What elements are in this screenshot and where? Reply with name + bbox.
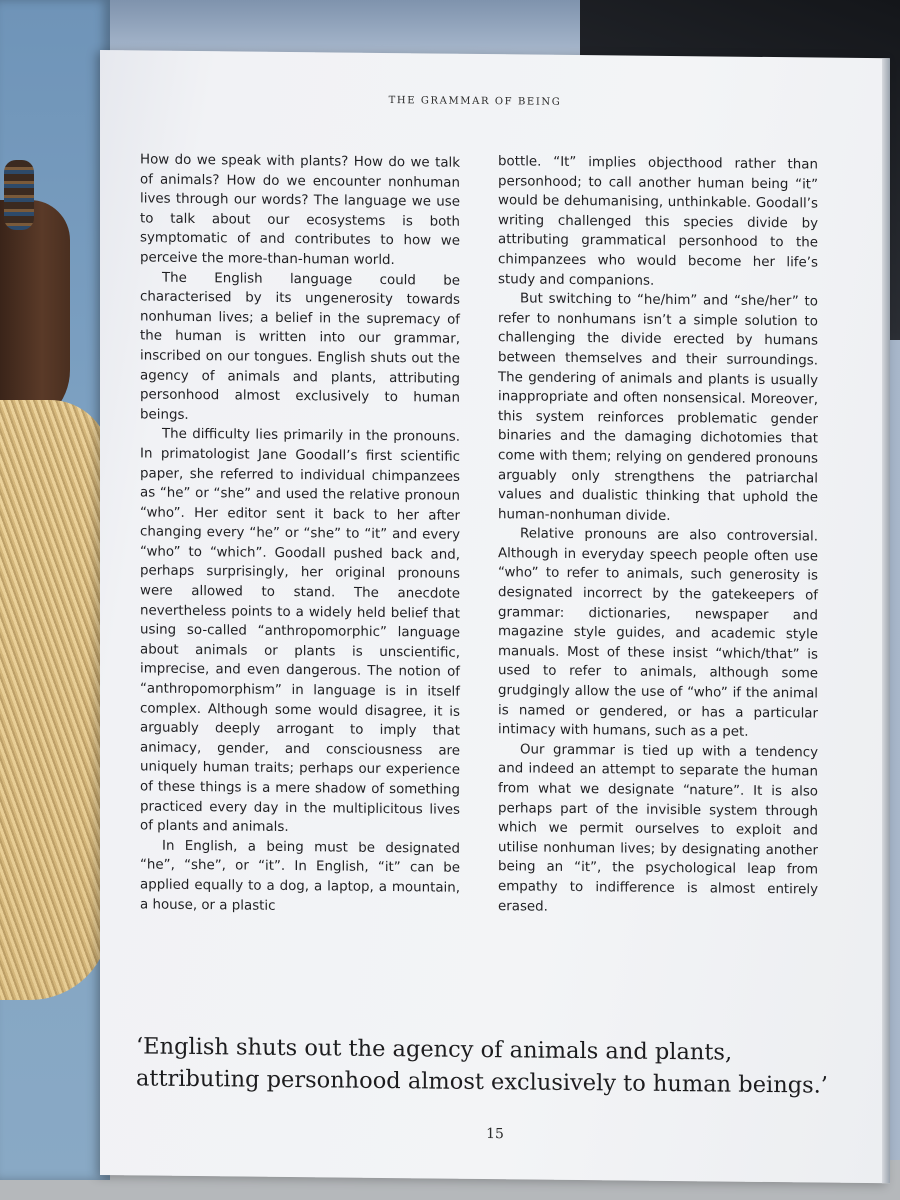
- paragraph: The English language could be characterised by its ungenerosity towards nonhuman lives; a belief in the supremacy of the human is written into our grammar, inscribed on our tongues. English shuts out the agency of animals and plants, attributing personhood almost exclusively to human beings.: [140, 270, 460, 423]
- paragraph: The difficulty lies primarily in the pronouns. In primatologist Jane Goodall’s first scientific paper, she referred to individual chimpanzees as “he” or “she” and used the relative pronoun “who”. Her editor sent it back to her after changing every “he” or “she” to “it” and every “who” to “which”. Goodall pushed back and, perhaps surprisingly, her original pronouns were allowed to stand. The anecdote nevertheless points to a widely held belief that using so-called “anthropomorphic” language about animals or plants is unscientific, imprecise, and even dangerous. The notion of “anthropomorphism” in language is in itself complex. Although some would disagree, it is arguably deeply arrogant to imply that animacy, gender, and consciousness are uniquely human traits; perhaps our experience of these things is a mere shadow of something practiced every day in the multiplicitous lives of plants and animals.: [140, 426, 460, 836]
- photo-bracelet: [4, 160, 34, 230]
- magazine-page: [100, 50, 890, 1183]
- paragraph: In English, a being must be designated “he”, “she”, or “it”. In English, “it” can be applied equally to a dog, a laptop, a mountain, a house, or a plastic: [140, 838, 460, 914]
- page-edge: [882, 58, 890, 1183]
- text-column-left: [140, 150, 460, 918]
- text-column-right: [498, 152, 818, 920]
- running-head: THE GRAMMAR OF BEING: [388, 95, 562, 108]
- photo-arm: [0, 200, 70, 430]
- paragraph: bottle. “It” implies objecthood rather than personhood; to call another human being “it” would be dehumanising, unthinkable. Goodall’s writing challenged this species divide by attributing grammatical personhood to the chimpanzees who would become her life’s study and companions.: [498, 154, 818, 289]
- paragraph: Our grammar is tied up with a tendency and indeed an attempt to separate the human from what we designate “nature”. It is also perhaps part of the invisible system through which we permit ourselves to exploit and utilise nonhuman lives; by designating another being an “it”, the psychological leap from empathy to indifference is almost entirely erased.: [498, 742, 818, 915]
- photo-straw-skirt: [0, 400, 110, 1000]
- paragraph: How do we speak with plants? How do we talk of animals? How do we encounter nonhuman lives through our words? The language we use to talk about our ecosystems is both symptomatic of and contributes to how we perceive the more-than-human world.: [140, 152, 460, 269]
- paragraph: Relative pronouns are also controversial. Although in everyday speech people often use “who” to refer to animals, such generosity is designated incorrect by the gatekeepers of grammar: dictionaries, newspaper and magazine style guides, and academic style manuals. Most of these insist “which/that” is used to refer to animals, although some grudgingly allow the use of “who” if the animal is named or gendered, or has a particular intimacy with humans, such as a pet.: [498, 526, 818, 741]
- pull-quote: ‘English shuts out the agency of animals and plants, attributing personhood almost exclusively to human beings.’: [136, 1033, 828, 1099]
- paragraph: But switching to “he/him” and “she/her” to refer to nonhumans isn’t a simple solution to challenging the divide erected by humans between themselves and their surroundings. The gendering of animals and plants is usually inappropriate and often nonsensical. Moreover, this system reinforces problematic gender binaries and the damaging dichotomies that come with them; relying on gendered pronouns arguably only strengthens the patriarchal values and dualistic thinking that uphold the human-nonhuman divide.: [498, 291, 818, 524]
- facing-page-photo: [0, 0, 110, 1180]
- page-number: 15: [486, 1126, 504, 1143]
